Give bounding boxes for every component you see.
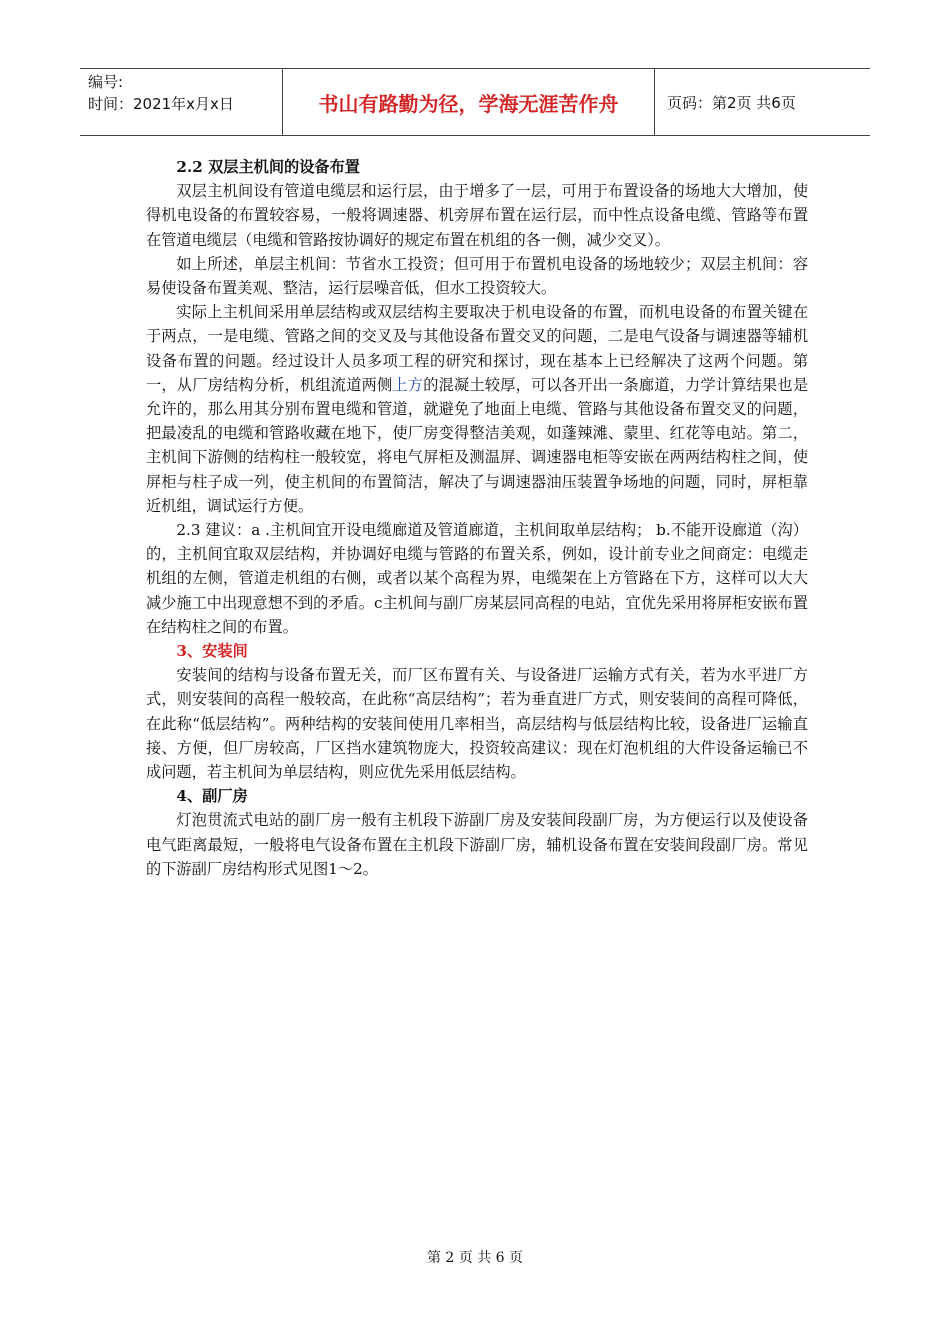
section-2-2-title: 2.2 双层主机间的设备布置 xyxy=(176,158,360,176)
section-2-2-paragraph-3 xyxy=(146,300,808,518)
section-3-paragraph-1: 安装间的结构与设备布置无关，而厂区布置有关、与设备进厂运输方式有关，若为水平进厂方式，则安装间的高程一般较高，在此称“高层结构”；若为垂直进厂方式，则安装间的高程可降低，在此称“低层结构”。两种结构的安装间使用几率相当，高层结构与低层结构比较，设备进厂运输直接、方便，但厂房较高，厂区挡水建筑物庞大，投资较高建议：现在灯泡机组的大件设备运输已不成问题，若主机间为单层结构，则应优先采用低层结构。 xyxy=(146,666,808,782)
header-motto: 书山有路勤为径，学海无涯苦作舟 xyxy=(282,69,655,135)
paragraph-3-text-a: 实际上主机间采用单层结构或双层结构主要取决于机电设备的布置，而机电设备的布置关键在于两点，一是电缆、管路之间的交叉及与其他设备布置交叉的问题，二是电气设备与调速器等辅机设备布置的问题。经过设计人员多项工程的研究和探讨，现在基本上已经解决了这两个问题。第一，从厂房结构分析，机组流道两侧 xyxy=(146,303,808,394)
header-page-info: 页码：第2页 共6页 xyxy=(667,93,796,112)
section-4-paragraph-1: 灯泡贯流式电站的副厂房一般有主机段下游副厂房及安装间段副厂房，为方便运行以及使设备电气距离最短，一般将电气设备布置在主机段下游副厂房，辅机设备布置在安装间段副厂房。常见的下游副厂房结构形式见图1～2。 xyxy=(146,811,808,878)
header-meta xyxy=(80,69,282,135)
section-2-2-paragraph-1: 双层主机间设有管道电缆层和运行层，由于增多了一层，可用于布置设备的场地大大增加，使得机电设备的布置较容易，一般将调速器、机旁屏布置在运行层，而中性点设备电缆、管路等布置在管道电缆层（电缆和管路按协调好的规定布置在机组的各一侧，减少交叉）。 xyxy=(146,182,808,249)
document-body xyxy=(146,155,808,881)
page-footer: 第 2 页 共 6 页 xyxy=(426,1250,524,1266)
section-4-title: 4、副厂房 xyxy=(176,787,248,806)
section-2-2-paragraph-2: 如上所述，单层主机间：节省水工投资；但可用于布置机电设备的场地较少；双层主机间：容易使设备布置美观、整洁，运行层噪音低，但水工投资较大。 xyxy=(146,254,808,298)
number-label: 编号: xyxy=(88,73,124,91)
time-label: 时间：2021年x月x日 xyxy=(88,95,234,113)
paragraph-3-link[interactable]: 上方 xyxy=(392,375,424,394)
page-header xyxy=(80,68,870,136)
section-3-title: 3、安装间 xyxy=(176,642,248,661)
paragraph-3-text-b: 的混凝土较厚，可以各开出一条廊道，力学计算结果也是允许的，那么用其分别布置电缆和管道，就避免了地面上电缆、管路与其他设备布置交叉的问题，把最凌乱的电缆和管路收藏在地下，使厂房变得整洁美观，如蓬辣滩、蒙里、红花等电站。第二，主机间下游侧的结构柱一般较宽，将电气屏柜及测温屏、调速器电柜等安嵌在两两结构柱之间，使屏柜与柱子成一列，使主机间的布置简洁，解决了与调速器油压装置争场地的问题，同时，屏柜靠近机组，调试运行方便。 xyxy=(146,375,809,515)
section-2-3-paragraph: 2.3 建议：a .主机间宜开设电缆廊道及管道廊道，主机间取单层结构； b.不能开设廊道（沟）的，主机间宜取双层结构，并协调好电缆与管路的布置关系，例如，设计前专业之间商定：电缆走机组的左侧，管道走机组的右侧，或者以某个高程为界，电缆架在上方管路在下方，这样可以大大减少施工中出现意想不到的矛盾。c主机间与副厂房某层同高程的电站，宜优先采用将屏柜安嵌布置在结构柱之间的布置。 xyxy=(146,521,808,636)
